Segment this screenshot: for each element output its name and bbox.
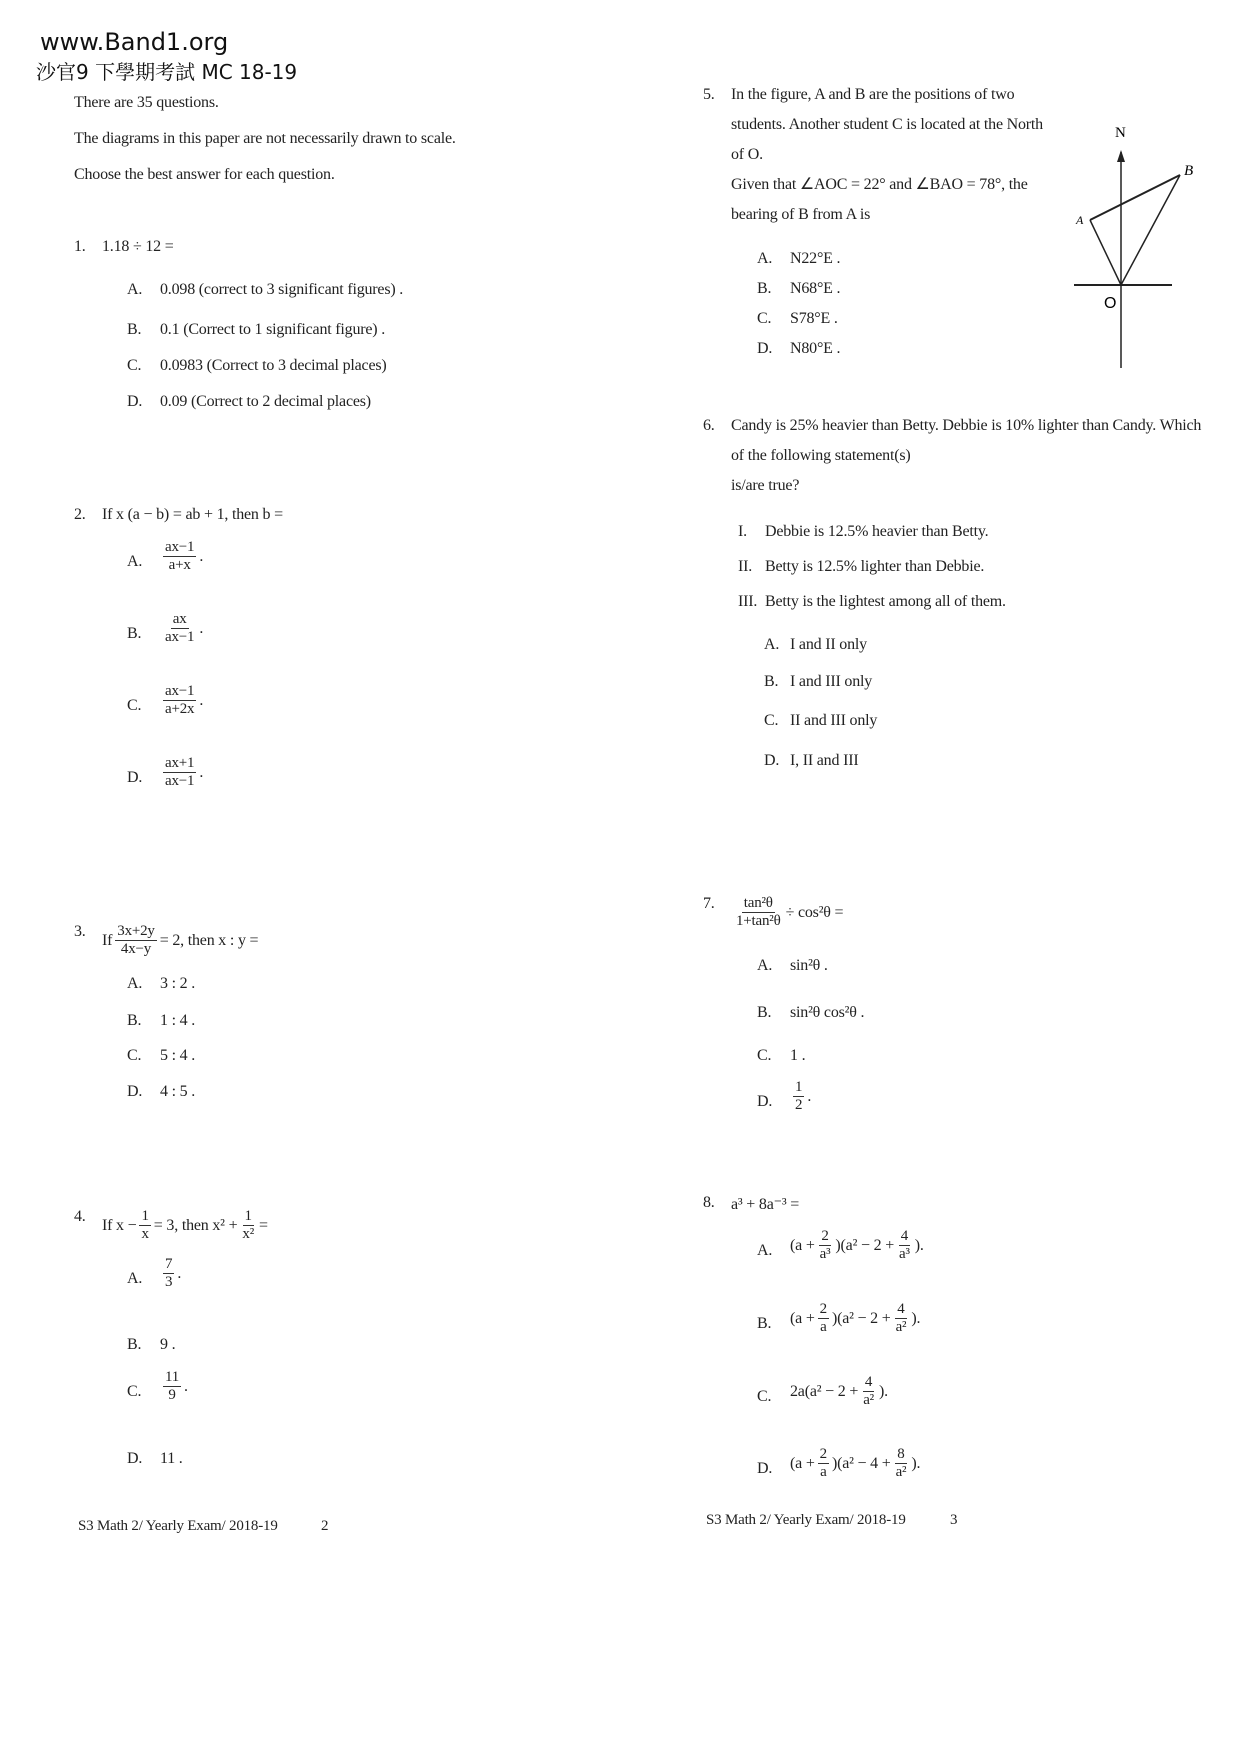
- math-text: sin²θ cos²θ .: [790, 1004, 865, 1021]
- fraction-numerator: 2: [819, 1228, 830, 1246]
- option-text: [160, 975, 195, 993]
- option-label: D.: [757, 1093, 773, 1110]
- option-text: [160, 1369, 188, 1405]
- site-watermark: www.Band1.org: [40, 28, 229, 56]
- math-text: I, II and III: [790, 752, 859, 769]
- option-label: C.: [764, 712, 779, 729]
- fraction-denominator: a+x: [168, 557, 191, 574]
- math-text: = 2, then x : y =: [159, 931, 259, 949]
- label-o: O: [1104, 295, 1117, 312]
- fraction: [734, 895, 783, 931]
- option-text: [790, 1004, 864, 1022]
- question-stem: [731, 1194, 799, 1214]
- fraction: [894, 1446, 909, 1482]
- fraction: [897, 1228, 912, 1264]
- instruction-line: The diagrams in this paper are not necessarily drawn to scale.: [74, 130, 456, 147]
- option-text: [790, 250, 840, 268]
- fraction-denominator: x: [141, 1226, 149, 1243]
- option-text: [160, 1083, 195, 1101]
- option-label: D.: [127, 1083, 143, 1100]
- math-text: .: [184, 1377, 188, 1395]
- north-arrow-icon: [1117, 150, 1125, 162]
- option-label: A.: [127, 553, 143, 570]
- option-label: A.: [764, 636, 780, 653]
- fraction-denominator: a³: [899, 1246, 910, 1263]
- fraction: [894, 1301, 909, 1337]
- fraction-numerator: 4: [895, 1301, 906, 1319]
- footer-text: S3 Math 2/ Yearly Exam/ 2018-19: [706, 1512, 906, 1528]
- page-number: 3: [950, 1512, 958, 1528]
- option-text: [790, 957, 828, 975]
- math-text: 0.0983 (Correct to 3 decimal places): [160, 357, 387, 374]
- option-text: [160, 755, 203, 791]
- question-stem-continued: [731, 471, 1211, 501]
- math-text: is/are true?: [731, 477, 800, 494]
- math-text: 1 .: [790, 1047, 806, 1064]
- page-number: 2: [321, 1518, 329, 1534]
- option-label: B.: [127, 1012, 142, 1029]
- math-text: =: [259, 1216, 268, 1234]
- fraction-denominator: a+2x: [165, 701, 195, 718]
- math-text: Given that ∠AOC = 22° and ∠BAO = 78°, the bearing of B from A is: [731, 176, 1028, 223]
- fraction-numerator: ax+1: [163, 755, 196, 773]
- question-number: 1.: [74, 238, 86, 255]
- question-stem: [731, 411, 1211, 471]
- fraction: [240, 1208, 256, 1244]
- question-number: 2.: [74, 506, 86, 523]
- math-text: 11 .: [160, 1450, 183, 1467]
- fraction-numerator: 1: [793, 1079, 804, 1097]
- option-label: C.: [127, 1047, 142, 1064]
- option-label: C.: [757, 1388, 772, 1405]
- statement-label: I.: [738, 523, 747, 540]
- fraction: [818, 1301, 829, 1337]
- fraction-denominator: a²: [895, 1464, 907, 1481]
- statement-text: Betty is 12.5% lighter than Debbie.: [765, 558, 985, 575]
- fraction: [163, 755, 196, 791]
- option-text: [160, 357, 387, 375]
- instruction-line: Choose the best answer for each question.: [74, 166, 335, 183]
- math-text: = 3, then x² +: [153, 1216, 238, 1234]
- statement-text: Betty is the lightest among all of them.: [765, 593, 1006, 610]
- fraction-numerator: 4: [899, 1228, 910, 1246]
- option-label: C.: [757, 1047, 772, 1064]
- option-text: [160, 321, 385, 339]
- math-text: ).: [878, 1382, 888, 1400]
- math-text: If x −: [102, 1216, 137, 1234]
- option-label: C.: [127, 697, 142, 714]
- instruction-line: There are 35 questions.: [74, 94, 219, 111]
- option-text: [790, 310, 838, 328]
- math-text: 4 : 5 .: [160, 1083, 196, 1100]
- option-label: D.: [757, 1460, 773, 1477]
- fraction: [163, 1256, 174, 1292]
- math-text: .: [199, 619, 204, 637]
- math-text: I and II only: [790, 636, 867, 653]
- question-stem: [102, 238, 174, 256]
- math-text: 1 : 4 .: [160, 1012, 196, 1029]
- option-text: [790, 1047, 805, 1065]
- label-a: A: [1076, 213, 1084, 227]
- math-text: N80°E .: [790, 340, 841, 357]
- math-text: sin²θ .: [790, 957, 828, 974]
- fraction: [163, 683, 196, 719]
- fraction-numerator: 2: [818, 1446, 829, 1464]
- option-text: [790, 636, 867, 654]
- fraction: [163, 1369, 181, 1405]
- fraction: [115, 923, 156, 959]
- fraction-numerator: 11: [163, 1369, 181, 1387]
- fraction-denominator: a²: [895, 1319, 907, 1336]
- label-b: B: [1184, 163, 1194, 179]
- question-stem: [731, 895, 843, 931]
- option-text: [160, 611, 203, 647]
- math-text: )(a² − 4 +: [831, 1454, 891, 1472]
- fraction-numerator: 4: [863, 1374, 874, 1392]
- math-text: (a +: [790, 1236, 815, 1254]
- fraction-denominator: a³: [819, 1246, 831, 1263]
- fraction-denominator: 1+tan²θ: [736, 913, 781, 930]
- math-text: S78°E .: [790, 310, 838, 327]
- segment-ao: [1090, 220, 1121, 285]
- label-north: N: [1115, 125, 1126, 141]
- fraction-numerator: tan²θ: [742, 895, 775, 913]
- option-text: [790, 673, 872, 691]
- math-text: II and III only: [790, 712, 878, 729]
- option-label: C.: [127, 1383, 142, 1400]
- math-text: I and III only: [790, 673, 873, 690]
- fraction: [818, 1228, 833, 1264]
- option-text: [790, 280, 840, 298]
- option-label: B.: [757, 1004, 772, 1021]
- option-label: B.: [757, 280, 772, 297]
- question-number: 5.: [703, 86, 715, 103]
- fraction-numerator: 3x+2y: [115, 923, 156, 941]
- fraction-numerator: 7: [163, 1256, 174, 1274]
- statement-label: III.: [738, 593, 758, 610]
- option-label: A.: [757, 250, 773, 267]
- option-label: D.: [764, 752, 780, 769]
- math-text: (a +: [790, 1309, 815, 1327]
- math-text: 9 .: [160, 1336, 176, 1353]
- math-text: 2a(a² − 2 +: [790, 1382, 859, 1400]
- fraction: [793, 1079, 804, 1115]
- math-text: 0.09 (Correct to 2 decimal places): [160, 393, 371, 410]
- option-text: [160, 1047, 195, 1065]
- option-label: C.: [757, 310, 772, 327]
- question-stem-block: [731, 80, 1051, 230]
- fraction-denominator: 9: [168, 1387, 176, 1404]
- option-label: B.: [757, 1315, 772, 1332]
- fraction-denominator: a²: [863, 1392, 874, 1409]
- fraction-numerator: 2: [818, 1301, 829, 1319]
- question-stem: [102, 923, 258, 959]
- fraction-denominator: 3: [165, 1274, 173, 1291]
- math-text: ÷ cos²θ =: [785, 903, 844, 921]
- option-label: C.: [127, 357, 142, 374]
- option-text: [790, 1446, 920, 1482]
- fraction-denominator: ax−1: [165, 629, 195, 646]
- fraction: [163, 611, 196, 647]
- math-text: ).: [914, 1236, 924, 1254]
- fraction-denominator: x²: [242, 1226, 254, 1243]
- option-label: A.: [757, 1242, 773, 1259]
- exam-subtitle: 沙官9 下學期考試 MC 18-19: [36, 60, 298, 84]
- option-text: [790, 1079, 811, 1115]
- math-text: ).: [911, 1454, 921, 1472]
- math-text: .: [807, 1087, 812, 1105]
- option-text: [160, 683, 203, 719]
- math-text: If x (a − b) = ab + 1, then b =: [102, 506, 283, 523]
- option-label: B.: [127, 1336, 142, 1353]
- math-text: (a +: [790, 1454, 815, 1472]
- fraction: [163, 539, 196, 575]
- fraction-denominator: 4x−y: [120, 941, 152, 958]
- option-label: A.: [757, 957, 773, 974]
- option-label: B.: [127, 321, 142, 338]
- math-text: If: [102, 931, 113, 949]
- math-text: Candy is 25% heavier than Betty. Debbie is 10% lighter than Candy. Which of the following statement(s): [731, 417, 1202, 464]
- question-stem: [102, 1208, 268, 1244]
- option-text: [160, 1450, 183, 1468]
- option-text: [790, 752, 858, 770]
- fraction-numerator: ax: [171, 611, 189, 629]
- option-text: [160, 539, 203, 575]
- question-number: 3.: [74, 923, 86, 940]
- fraction-numerator: 8: [895, 1446, 906, 1464]
- fraction-numerator: ax−1: [163, 539, 196, 557]
- fraction-denominator: 2: [795, 1097, 803, 1114]
- option-label: B.: [764, 673, 779, 690]
- math-text: In the figure, A and B are the positions of two students. Another student C is located at the North of O.: [731, 86, 1043, 163]
- fraction-numerator: ax−1: [163, 683, 196, 701]
- math-text: a³ + 8a⁻³ =: [731, 1196, 800, 1213]
- option-text: [160, 281, 403, 299]
- option-text: [790, 712, 877, 730]
- statement-text: Debbie is 12.5% heavier than Betty.: [765, 523, 989, 540]
- option-text: [160, 1336, 175, 1354]
- question-number: 4.: [74, 1208, 86, 1225]
- math-text: 0.1 (Correct to 1 significant figure) .: [160, 321, 386, 338]
- math-text: 5 : 4 .: [160, 1047, 196, 1064]
- option-text: [160, 1256, 181, 1292]
- segment-ab: [1090, 175, 1180, 220]
- segment-bo: [1121, 175, 1180, 285]
- question-stem: [731, 80, 1051, 170]
- math-text: N68°E .: [790, 280, 841, 297]
- footer-text: S3 Math 2/ Yearly Exam/ 2018-19: [78, 1518, 278, 1534]
- option-label: A.: [127, 975, 143, 992]
- math-text: N22°E .: [790, 250, 841, 267]
- option-label: D.: [127, 393, 143, 410]
- math-text: )(a² − 2 +: [835, 1236, 895, 1254]
- math-text: ).: [911, 1309, 921, 1327]
- math-text: )(a² − 2 +: [831, 1309, 891, 1327]
- fraction: [818, 1446, 829, 1482]
- option-label: A.: [127, 281, 143, 298]
- fraction-numerator: 1: [243, 1208, 254, 1226]
- math-text: 3 : 2 .: [160, 975, 196, 992]
- fraction-denominator: a: [820, 1464, 827, 1481]
- math-text: .: [199, 691, 204, 709]
- option-label: D.: [757, 340, 773, 357]
- math-text: .: [199, 547, 204, 565]
- fraction-denominator: a: [820, 1319, 827, 1336]
- question-number: 6.: [703, 417, 715, 434]
- question-number: 8.: [703, 1194, 715, 1211]
- option-text: [790, 1301, 920, 1337]
- option-text: [790, 1228, 924, 1264]
- option-label: A.: [127, 1270, 143, 1287]
- question-stem: [102, 506, 283, 524]
- bearing-figure: [1060, 120, 1200, 370]
- statement-label: II.: [738, 558, 753, 575]
- option-label: D.: [127, 1450, 143, 1467]
- fraction-denominator: ax−1: [165, 773, 195, 790]
- math-text: 1.18 ÷ 12 =: [102, 238, 174, 255]
- fraction: [139, 1208, 150, 1244]
- math-text: 0.098 (correct to 3 significant figures) .: [160, 281, 404, 298]
- option-text: [160, 393, 371, 411]
- option-text: [160, 1012, 195, 1030]
- fraction: [861, 1374, 876, 1410]
- option-label: B.: [127, 625, 142, 642]
- question-stem-continued: [731, 170, 1051, 230]
- option-label: D.: [127, 769, 143, 786]
- fraction-numerator: 1: [139, 1208, 150, 1226]
- math-text: .: [199, 763, 204, 781]
- question-number: 7.: [703, 895, 715, 912]
- math-text: .: [177, 1264, 182, 1282]
- option-text: [790, 340, 840, 358]
- question-stem-block: [731, 411, 1211, 501]
- option-text: [790, 1374, 888, 1410]
